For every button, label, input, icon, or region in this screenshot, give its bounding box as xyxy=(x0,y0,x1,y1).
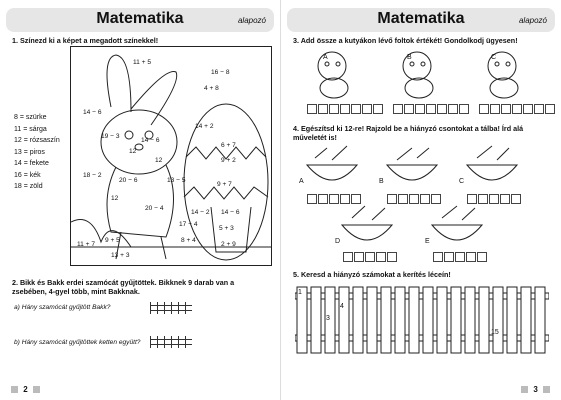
legend-item: 18 = zöld xyxy=(14,183,43,190)
answer-boxes-b[interactable] xyxy=(393,104,469,114)
legend-item: 8 = szürke xyxy=(14,114,47,121)
left-header-subtitle: alapozó xyxy=(237,16,266,25)
region-label: 8 + 4 xyxy=(181,237,196,244)
color-legend xyxy=(14,112,60,193)
region-label: 18 − 2 xyxy=(83,172,102,179)
region-label: 12 xyxy=(111,195,119,202)
region-label: 20 − 6 xyxy=(119,177,138,184)
fence-number: 1 xyxy=(298,289,302,296)
footer-square xyxy=(11,386,18,393)
answer-grid-b[interactable] xyxy=(150,336,192,348)
region-label: 9 + 5 xyxy=(105,237,120,244)
question-a xyxy=(14,304,110,311)
footer-square xyxy=(33,386,40,393)
footer-square xyxy=(543,386,550,393)
bowl-label: B xyxy=(379,178,384,185)
task4-instruction: 4. Egészítsd ki 12-re! Rajzold be a hiányzó csontokat a tálba! Írd alá műveletét is! xyxy=(293,124,524,142)
question-b-text: Hány szamócát gyűjtöttek ketten együtt? xyxy=(21,339,141,346)
answer-boxes-bowl-c[interactable] xyxy=(467,194,521,204)
page-number: 3 xyxy=(533,385,538,394)
left-header-title: Matematika xyxy=(96,10,184,27)
question-b xyxy=(14,339,140,346)
region-label: 14 + 2 xyxy=(195,123,214,130)
region-label: 6 + 7 xyxy=(221,142,236,149)
region-label: 11 + 7 xyxy=(77,241,96,248)
task2-instruction: 2. Bikk és Bakk erdei szamócát gyűjtöttek. Bikknek 9 darab van a zsebében, 4-gyel több, mint Bakknak. xyxy=(12,278,235,296)
fence-number: 4 xyxy=(340,303,344,310)
right-footer xyxy=(518,385,553,394)
left-footer xyxy=(8,385,43,394)
legend-item: 14 = fekete xyxy=(14,160,49,167)
right-page xyxy=(281,0,561,400)
left-header xyxy=(6,8,274,32)
bowl-label: C xyxy=(459,178,465,185)
right-header-subtitle: alapozó xyxy=(518,16,547,25)
task1-instruction: 1. Színezd ki a képet a megadott színekkel! xyxy=(12,36,159,45)
answer-grid-a[interactable] xyxy=(150,302,192,314)
region-label: 9 + 2 xyxy=(221,157,236,164)
region-label: 17 − 4 xyxy=(179,221,198,228)
dog-label: B xyxy=(407,54,412,61)
page-number: 2 xyxy=(23,385,28,394)
fence xyxy=(295,285,549,355)
task3-instruction: 3. Add össze a kutyákon lévő foltok értékét! Gondolkodj ügyesen! xyxy=(293,36,518,45)
region-label: 13 + 3 xyxy=(111,252,130,259)
legend-item: 11 = sárga xyxy=(14,125,47,133)
legend-item: 16 = kék xyxy=(14,171,41,179)
fence-number: 3 xyxy=(326,315,330,322)
region-label: 13 − 5 xyxy=(167,177,186,184)
fence-illustration xyxy=(295,285,549,355)
question-a-label: a) xyxy=(14,304,20,311)
right-header xyxy=(287,8,555,32)
region-label: 20 − 4 xyxy=(145,205,164,212)
region-label: 2 + 9 xyxy=(221,241,236,248)
bunny-egg-illustration xyxy=(71,47,271,265)
dog-label: A xyxy=(323,54,328,61)
fence-number: 15 xyxy=(491,329,499,336)
bowl-label: A xyxy=(299,178,304,185)
answer-boxes-a[interactable] xyxy=(307,104,383,114)
answer-boxes-bowl-e[interactable] xyxy=(433,252,487,262)
task5-instruction: 5. Keresd a hiányzó számokat a kerítés léceín! xyxy=(293,270,451,279)
question-a-text: Hány szamócát gyűjtött Bakk? xyxy=(21,304,111,311)
legend-item: 12 = rózsaszín xyxy=(14,137,60,144)
region-label: 14 − 6 xyxy=(221,209,240,216)
region-label: 12 xyxy=(129,148,137,155)
coloring-picture xyxy=(70,46,272,266)
region-label: 9 + 7 xyxy=(217,181,232,188)
region-label: 4 + 8 xyxy=(204,85,219,92)
right-header-title: Matematika xyxy=(377,10,465,27)
answer-boxes-bowl-a[interactable] xyxy=(307,194,361,204)
region-label: 14 − 6 xyxy=(141,137,160,144)
footer-square xyxy=(521,386,528,393)
answer-boxes-bowl-b[interactable] xyxy=(387,194,441,204)
region-label: 19 − 3 xyxy=(101,133,120,140)
region-label: 16 − 8 xyxy=(211,69,230,76)
bowl-label: D xyxy=(335,238,341,245)
question-b-label: b) xyxy=(14,339,20,346)
legend-item: 13 = piros xyxy=(14,148,45,156)
region-label: 12 xyxy=(155,157,163,164)
region-label: 14 − 2 xyxy=(191,209,210,216)
answer-boxes-bowl-d[interactable] xyxy=(343,252,397,262)
region-label: 5 + 3 xyxy=(219,225,234,232)
answer-boxes-c[interactable] xyxy=(479,104,555,114)
region-label: 14 − 6 xyxy=(83,109,102,116)
left-page xyxy=(0,0,280,400)
bowl-label: E xyxy=(425,238,430,245)
dog-label: C xyxy=(491,54,497,61)
region-label: 11 + 5 xyxy=(133,59,152,66)
